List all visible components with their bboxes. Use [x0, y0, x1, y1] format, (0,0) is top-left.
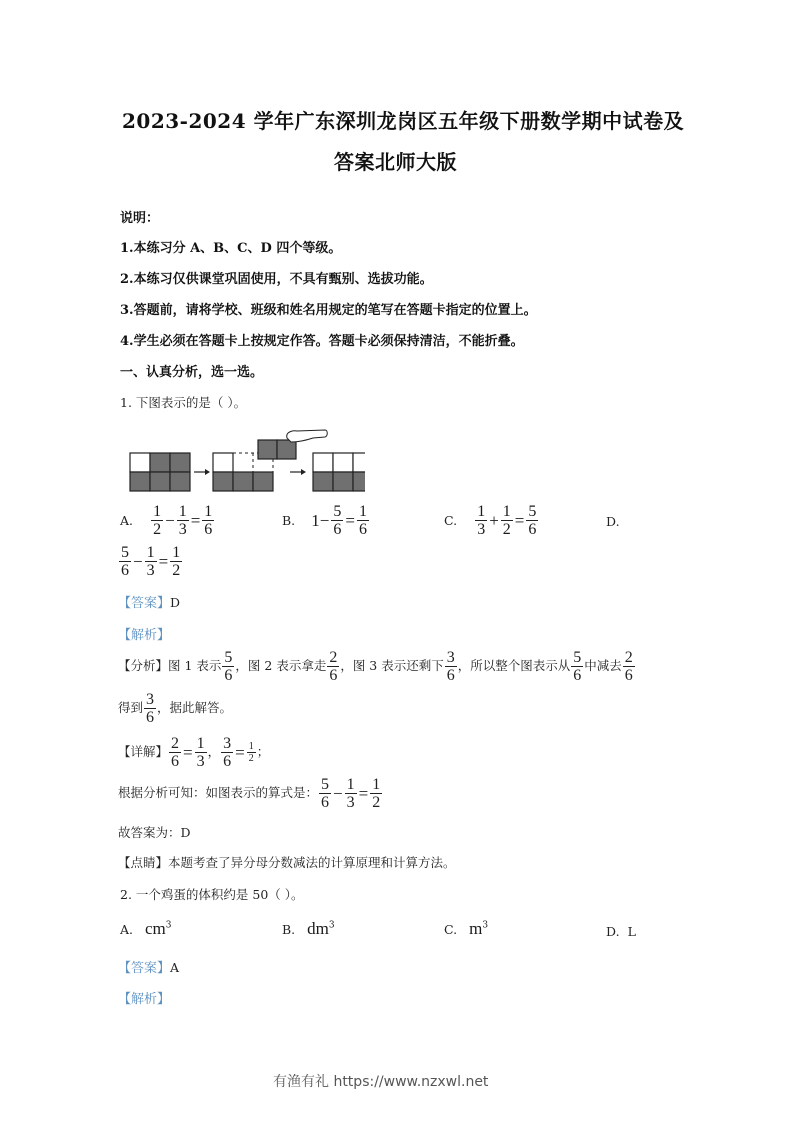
section-heading-1: 一、认真分析，选一选。 [120, 365, 264, 380]
q1-option-d-label: D. [606, 514, 620, 529]
q2-option-c: C. $m^3$ [444, 919, 489, 938]
q1-final-answer: 故答案为：D [118, 825, 191, 840]
instruction-item-4: 4.学生必须在答题卡上按规定作答。答题卡必须保持清洁，不能折叠。 [120, 334, 524, 349]
q1-option-d: $\frac{5}{6}$ − $\frac{1}{3}$ = $\frac{1}{2}$ [121, 544, 181, 579]
q1-conclusion: 根据分析可知：如图表示的算式是： $\frac{5}{6}$ − $\frac{1}{3}$ = $\frac{1}{2}$ [118, 776, 381, 811]
instructions-heading: 说明： [120, 211, 160, 226]
answer-value: D [170, 595, 181, 610]
q1-figure [125, 428, 365, 496]
q2-analysis-label: 【解析】 [118, 992, 171, 1007]
footer-watermark: 有渔有礼 https://www.nzxwl.net [273, 1074, 489, 1090]
dianjing-label: 【点睛】 [118, 855, 169, 870]
q1-option-c: C. $\frac{1}{3}$ + $\frac{1}{2}$ = $\frac{5}{6}$ [444, 503, 537, 538]
q1-fenxi-cont: 得到 $\frac{3}{6}$ ，据此解答。 [118, 691, 233, 726]
q2-option-d: D. L [606, 924, 636, 939]
xiangjie-label: 【详解】 [118, 744, 169, 759]
answer-label: 【答案】 [118, 596, 171, 611]
instruction-item-1: 1.本练习分 A、B、C、D 四个等级。 [120, 241, 342, 256]
q1-xiangjie: 【详解】 $\frac{2}{6}$ = $\frac{1}{3}$ ， $\frac{3}{6}$ = $\frac{1}{2}$ ； [118, 735, 270, 770]
lifted-pieces [258, 440, 296, 459]
fenxi-label: 【分析】 [118, 658, 169, 673]
instruction-item-2: 2.本练习仅供课堂巩固使用，不具有甄别、选拔功能。 [120, 272, 433, 287]
q1-fenxi: 【分析】图 1 表示 $\frac{5}{6}$ ，图 2 表示拿走 $\frac{2}{6}$ ，图 3 表示还剩下 $\frac{3}{6}$ ，所以整个图表示从 $\frac{5}{6}$ 中减去 $\frac{2}{6}$ [118, 649, 633, 684]
doc-title-line1: 2023-2024 学年广东深圳龙岗区五年级下册数学期中试卷及 [122, 109, 685, 133]
figure-3 [313, 453, 365, 491]
q2-answer: 【答案】A [118, 960, 180, 976]
figure-1 [130, 453, 190, 491]
q2-stem: 2. 一个鸡蛋的体积约是 50（ ）。 [120, 887, 304, 902]
q1-option-b: B. 1− $\frac{5}{6}$ = $\frac{1}{6}$ [282, 503, 367, 538]
hand-icon [287, 430, 328, 442]
q2-option-a: A. $cm^3$ [120, 919, 172, 938]
q2-option-b: B. $dm^3$ [282, 919, 335, 938]
q1-option-a: A. $\frac{1}{2}$ − $\frac{1}{3}$ = $\frac{1}{6}$ [120, 503, 213, 538]
q1-dianjing: 【点睛】本题考查了异分母分数减法的计算原理和计算方法。 [118, 855, 456, 870]
instruction-item-3: 3.答题前，请将学校、班级和姓名用规定的笔写在答题卡指定的位置上。 [120, 303, 537, 318]
q1-analysis-label: 【解析】 [118, 628, 171, 643]
q1-answer [118, 592, 180, 611]
q1-stem: 1. 下图表示的是（ ）。 [120, 395, 247, 410]
doc-title-line2: 答案北师大版 [334, 150, 457, 174]
